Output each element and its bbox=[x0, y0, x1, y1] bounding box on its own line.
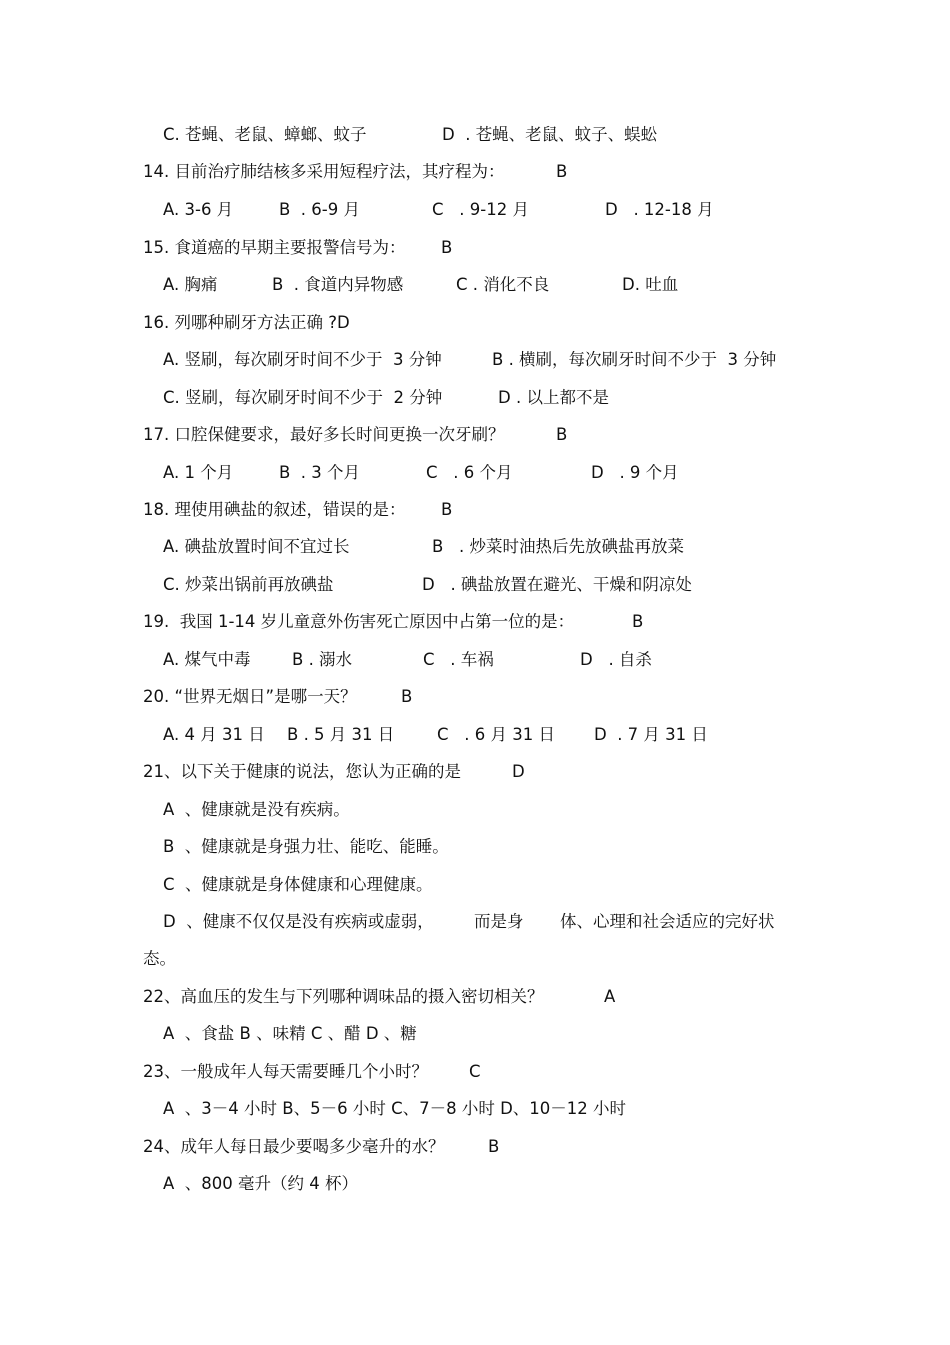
option-c: C . 消化不良 bbox=[456, 275, 550, 294]
option-b: B . 溺水 bbox=[292, 650, 353, 669]
option-d-part: 而是身 bbox=[474, 912, 524, 931]
question-text: 23、一般成年人每天需要睡几个小时？ bbox=[143, 1062, 428, 1081]
answer-key: B bbox=[441, 238, 453, 257]
option-c: C 、健康就是身体健康和心理健康。 bbox=[163, 875, 433, 894]
option-b: B . 6-9 月 bbox=[279, 200, 360, 219]
option-continuation bbox=[0, 947, 176, 971]
option-d: D . 自杀 bbox=[580, 650, 652, 669]
option-line bbox=[0, 386, 609, 410]
option-c: C . 6 个月 bbox=[426, 463, 513, 482]
question-text: 14. 目前治疗肺结核多采用短程疗法，其疗程为： bbox=[143, 162, 505, 181]
option-line bbox=[0, 723, 708, 747]
option-d: D . 7 月 31 日 bbox=[594, 725, 708, 744]
option-line bbox=[0, 198, 714, 222]
question-16 bbox=[0, 311, 350, 335]
option-b: B . 横刷，每次刷牙时间不少于 3 分钟 bbox=[492, 350, 777, 369]
question-18 bbox=[0, 498, 453, 522]
option-line bbox=[0, 573, 692, 597]
options: A 、食盐 B 、味精 C 、醋 D 、糖 bbox=[163, 1024, 417, 1043]
option-line bbox=[0, 273, 679, 297]
option-b: B . 5 月 31 日 bbox=[287, 725, 395, 744]
option-a: A. 3-6 月 bbox=[163, 200, 234, 219]
option-a: A. 竖刷，每次刷牙时间不少于 3 分钟 bbox=[163, 350, 442, 369]
question-14 bbox=[0, 160, 568, 184]
option-a: A. 1 个月 bbox=[163, 463, 234, 482]
question-17 bbox=[0, 423, 568, 447]
question-15 bbox=[0, 236, 453, 260]
option-line bbox=[0, 1172, 359, 1196]
option-d: D . 碘盐放置在避光、干燥和阴凉处 bbox=[422, 575, 692, 594]
option-d: D . 苍蝇、老鼠、蚊子、蜈蚣 bbox=[442, 125, 658, 144]
question-text: 15. 食道癌的早期主要报警信号为： bbox=[143, 238, 406, 257]
question-text: 17. 口腔保健要求，最好多长时间更换一次牙刷？ bbox=[143, 425, 505, 444]
answer-key: B bbox=[556, 425, 568, 444]
option-b: B . 3 个月 bbox=[279, 463, 361, 482]
option-c: C . 6 月 31 日 bbox=[437, 725, 555, 744]
option-c: C. 炒菜出锅前再放碘盐 bbox=[163, 575, 334, 594]
option-line bbox=[0, 873, 433, 897]
question-text: 16. 列哪种刷牙方法正确 ?D bbox=[143, 313, 350, 332]
question-21 bbox=[0, 760, 525, 784]
option-a: A 、800 毫升（约 4 杯） bbox=[163, 1174, 359, 1193]
question-text: 24、成年人每日最少要喝多少毫升的水？ bbox=[143, 1137, 445, 1156]
option-b: B 、健康就是身强力壮、能吃、能睡。 bbox=[163, 837, 449, 856]
question-text: 18. 理使用碘盐的叙述，错误的是： bbox=[143, 500, 406, 519]
question-23 bbox=[0, 1060, 481, 1084]
option-d: D . 以上都不是 bbox=[498, 388, 609, 407]
option-line bbox=[0, 1022, 417, 1046]
option-d-part: 体、心理和社会适应的完好状 bbox=[560, 912, 775, 931]
option-d: D 、健康不仅仅是没有疾病或虚弱， bbox=[163, 912, 434, 931]
option-a: A. 胸痛 bbox=[163, 275, 218, 294]
option-c: C . 9-12 月 bbox=[432, 200, 529, 219]
answer-key: B bbox=[488, 1137, 500, 1156]
option-line bbox=[0, 648, 652, 672]
answer-key: B bbox=[401, 687, 413, 706]
option-b: B . 食道内异物感 bbox=[272, 275, 404, 294]
option-a: A. 4 月 31 日 bbox=[163, 725, 265, 744]
question-text: 22、高血压的发生与下列哪种调味品的摄入密切相关？ bbox=[143, 987, 544, 1006]
question-text: 19. 我国 1-14 岁儿童意外伤害死亡原因中占第一位的是： bbox=[143, 612, 575, 631]
options: A 、3－4 小时 B、5－6 小时 C、7－8 小时 D、10－12 小时 bbox=[163, 1099, 627, 1118]
question-20 bbox=[0, 685, 413, 709]
option-c: C. 苍蝇、老鼠、蟑螂、蚊子 bbox=[163, 125, 367, 144]
option-line bbox=[0, 798, 350, 822]
answer-key: B bbox=[556, 162, 568, 181]
option-line bbox=[0, 348, 777, 372]
question-24 bbox=[0, 1135, 500, 1159]
option-line bbox=[0, 910, 775, 934]
option-b: B . 炒菜时油热后先放碘盐再放菜 bbox=[432, 537, 685, 556]
option-line bbox=[0, 535, 685, 559]
option-line bbox=[0, 1097, 627, 1121]
answer-key: B bbox=[632, 612, 644, 631]
question-text: 20. “世界无烟日”是哪一天？ bbox=[143, 687, 357, 706]
answer-key: A bbox=[604, 987, 616, 1006]
option-a: A. 碘盐放置时间不宜过长 bbox=[163, 537, 350, 556]
option-a: A 、健康就是没有疾病。 bbox=[163, 800, 350, 819]
question-19 bbox=[0, 610, 644, 634]
question-22 bbox=[0, 985, 616, 1009]
option-d: D . 12-18 月 bbox=[605, 200, 714, 219]
option-a: A. 煤气中毒 bbox=[163, 650, 251, 669]
answer-key: D bbox=[512, 762, 525, 781]
option-d: D. 吐血 bbox=[622, 275, 679, 294]
option-line bbox=[0, 835, 449, 859]
option-line bbox=[0, 123, 658, 147]
option-c: C. 竖刷，每次刷牙时间不少于 2 分钟 bbox=[163, 388, 443, 407]
option-line bbox=[0, 461, 679, 485]
option-d-end: 态。 bbox=[143, 949, 176, 968]
answer-key: C bbox=[469, 1062, 481, 1081]
option-c: C . 车祸 bbox=[423, 650, 494, 669]
option-d: D . 9 个月 bbox=[591, 463, 679, 482]
question-text: 21、以下关于健康的说法，您认为正确的是 bbox=[143, 762, 461, 781]
answer-key: B bbox=[441, 500, 453, 519]
